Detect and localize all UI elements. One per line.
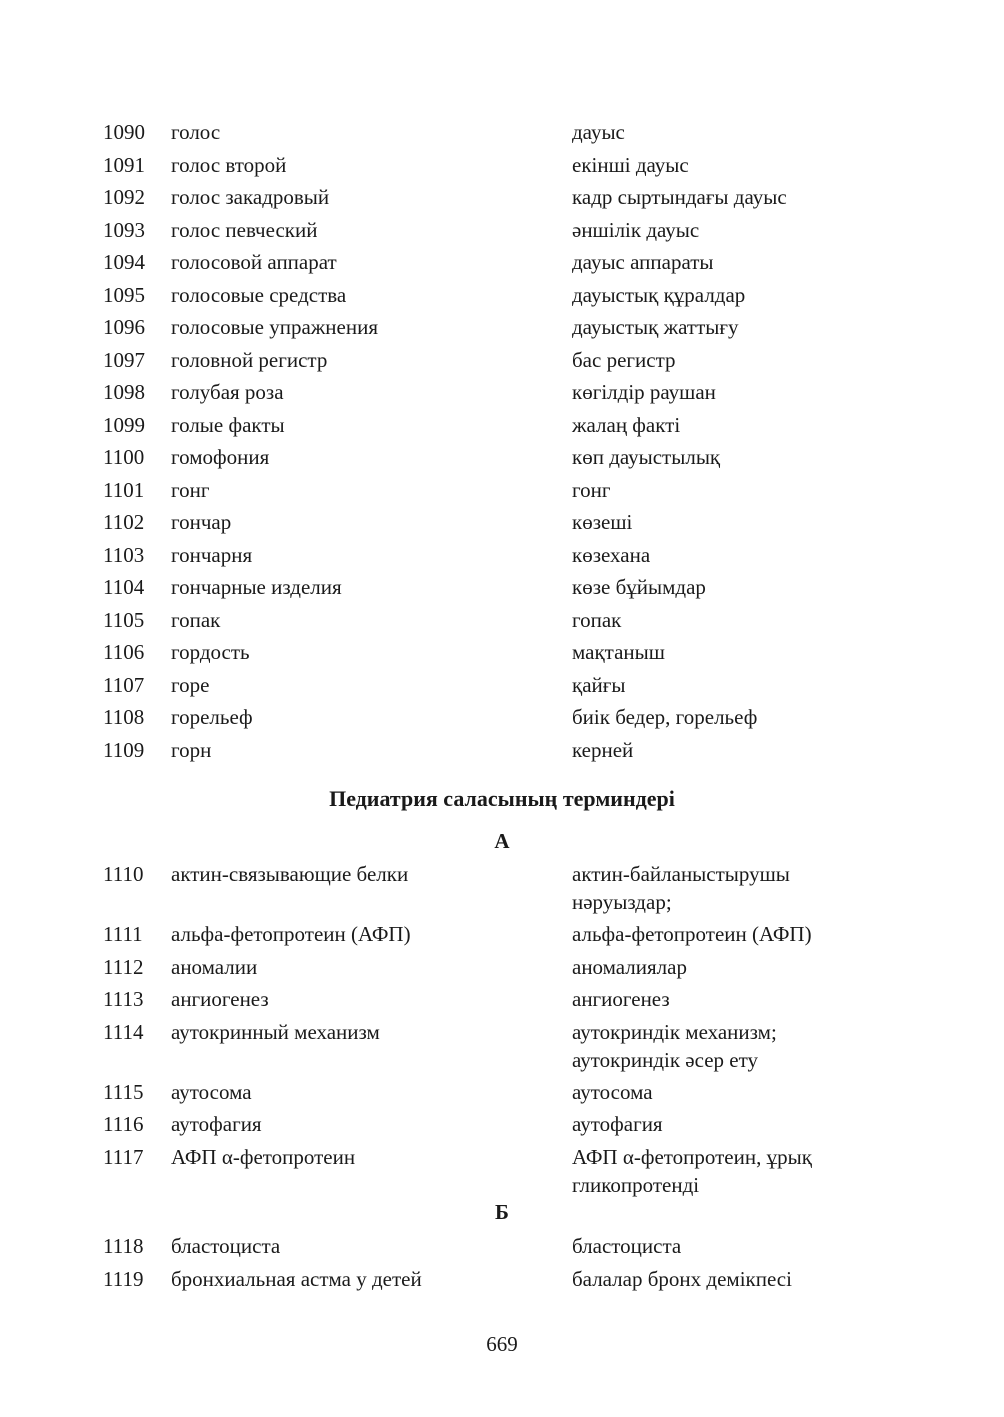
russian-term: гомофония	[171, 445, 270, 469]
kazakh-term: аутосома	[572, 1079, 653, 1104]
kazakh-term: көзеші	[572, 510, 633, 534]
entry-number: 1091	[103, 152, 145, 177]
entry-number: 1092	[103, 185, 145, 209]
kazakh-term: аномалиялар	[572, 954, 687, 979]
russian-term: голос	[171, 120, 221, 144]
kazakh-term: қайғы	[572, 672, 626, 697]
glossary-list-a	[0, 860, 1004, 1203]
russian-term: бронхиальная астма у детей	[171, 1266, 422, 1291]
kazakh-term: актин-байланыстырушы нәруыздар;	[572, 862, 790, 914]
letter-heading-a: А	[494, 829, 510, 853]
glossary-entry	[0, 1078, 1004, 1111]
glossary-list-top	[0, 118, 1004, 768]
kazakh-term: бластоциста	[572, 1234, 682, 1258]
glossary-entry	[0, 703, 1004, 736]
kazakh-term: бас регистр	[572, 347, 676, 372]
kazakh-term: көзе бұйымдар	[572, 575, 706, 599]
entry-number: 1112	[103, 954, 144, 979]
glossary-entry	[0, 313, 1004, 346]
glossary-entry	[0, 671, 1004, 704]
kazakh-term: аутокриндік механизм; аутокриндік әсер ету	[572, 1019, 777, 1072]
entry-number: 1107	[103, 672, 145, 697]
russian-term: гордость	[171, 640, 250, 664]
glossary-entry	[0, 1143, 1004, 1203]
kazakh-term: көгілдір раушан	[572, 380, 716, 404]
russian-term: горе	[171, 672, 210, 697]
glossary-entry	[0, 216, 1004, 249]
russian-term: актин-связывающие белки	[171, 862, 409, 886]
entry-number: 1116	[103, 1112, 144, 1136]
russian-term: гопак	[171, 607, 221, 632]
russian-term: АФП α-фетопротеин	[171, 1144, 356, 1169]
russian-term: горн	[171, 737, 212, 762]
glossary-list-b	[0, 1232, 1004, 1297]
kazakh-term: мақтаныш	[572, 640, 665, 664]
entry-number: 1119	[103, 1266, 144, 1291]
glossary-entry	[0, 1110, 1004, 1143]
kazakh-term: балалар бронх демікпесі	[572, 1266, 792, 1291]
glossary-entry	[0, 508, 1004, 541]
entry-number: 1106	[103, 640, 145, 664]
entry-number: 1110	[103, 862, 144, 886]
section-title: Педиатрия саласының терминдері	[329, 786, 675, 811]
entry-number: 1118	[103, 1234, 144, 1258]
glossary-entry	[0, 151, 1004, 184]
russian-term: аутосома	[171, 1079, 252, 1104]
kazakh-term: гонг	[572, 477, 611, 502]
russian-term: гончарня	[171, 542, 253, 567]
russian-term: ангиогенез	[171, 987, 269, 1011]
kazakh-term: аутофагия	[572, 1112, 663, 1136]
kazakh-term: көп дауыстылық	[572, 445, 721, 469]
glossary-entry	[0, 443, 1004, 476]
kazakh-term: биік бедер, горельеф	[572, 705, 758, 729]
kazakh-term: дауыстық құралдар	[572, 282, 746, 307]
russian-term: голосовые упражнения	[171, 315, 378, 339]
kazakh-term: керней	[572, 737, 634, 762]
entry-number: 1103	[103, 542, 145, 567]
glossary-entry	[0, 573, 1004, 606]
entry-number: 1108	[103, 705, 145, 729]
entry-number: 1098	[103, 380, 145, 404]
entry-number: 1101	[103, 477, 145, 502]
russian-term: голые факты	[171, 412, 285, 437]
entry-number: 1109	[103, 737, 145, 762]
russian-term: горельеф	[171, 705, 253, 729]
kazakh-term: әншілік дауыс	[572, 217, 700, 242]
entry-number: 1095	[103, 282, 145, 307]
entry-number: 1105	[103, 607, 145, 632]
glossary-entry	[0, 411, 1004, 444]
kazakh-term: дауыстық жаттығу	[572, 315, 739, 339]
entry-number: 1111	[103, 922, 143, 946]
entry-number: 1117	[103, 1144, 144, 1169]
entry-number: 1104	[103, 575, 145, 599]
entry-number: 1099	[103, 412, 145, 437]
russian-term: голосовой аппарат	[171, 250, 337, 274]
glossary-entry	[0, 638, 1004, 671]
glossary-entry	[0, 920, 1004, 953]
glossary-entry	[0, 248, 1004, 281]
glossary-entry	[0, 118, 1004, 151]
russian-term: головной регистр	[171, 347, 328, 372]
glossary-entry	[0, 985, 1004, 1018]
kazakh-term: жалаң факті	[572, 412, 681, 437]
entry-number: 1093	[103, 217, 145, 242]
glossary-entry	[0, 183, 1004, 216]
kazakh-term: кадр сыртындағы дауыс	[572, 185, 787, 209]
glossary-entry	[0, 953, 1004, 986]
kazakh-term: альфа-фетопротеин (АФП)	[572, 922, 812, 946]
entry-number: 1115	[103, 1079, 144, 1104]
glossary-entry	[0, 860, 1004, 920]
russian-term: голос второй	[171, 152, 287, 177]
glossary-entry	[0, 736, 1004, 769]
entry-number: 1096	[103, 315, 145, 339]
kazakh-term: екінші дауыс	[572, 152, 689, 177]
letter-heading-b: Б	[495, 1200, 509, 1224]
glossary-entry	[0, 281, 1004, 314]
glossary-entry	[0, 476, 1004, 509]
page-number: 669	[486, 1332, 518, 1356]
entry-number: 1102	[103, 510, 145, 534]
kazakh-term: дауыс аппараты	[572, 250, 714, 274]
kazakh-term: көзехана	[572, 542, 651, 567]
russian-term: голос певческий	[171, 217, 318, 242]
russian-term: гонг	[171, 477, 210, 502]
russian-term: аутофагия	[171, 1112, 262, 1136]
entry-number: 1097	[103, 347, 145, 372]
glossary-entry	[0, 541, 1004, 574]
russian-term: бластоциста	[171, 1234, 281, 1258]
russian-term: альфа-фетопротеин (АФП)	[171, 922, 411, 946]
entry-number: 1113	[103, 987, 144, 1011]
glossary-entry	[0, 1018, 1004, 1078]
kazakh-term: дауыс	[572, 120, 625, 144]
russian-term: гончарные изделия	[171, 575, 342, 599]
russian-term: аномалии	[171, 954, 258, 979]
kazakh-term: гопак	[572, 607, 622, 632]
kazakh-term: АФП α-фетопротеин, ұрық гликопротенді	[572, 1144, 812, 1197]
entry-number: 1114	[103, 1019, 144, 1044]
glossary-entry	[0, 346, 1004, 379]
entry-number: 1100	[103, 445, 145, 469]
russian-term: голос закадровый	[171, 185, 330, 209]
glossary-entry	[0, 606, 1004, 639]
russian-term: гончар	[171, 510, 232, 534]
entry-number: 1090	[103, 120, 145, 144]
entry-number: 1094	[103, 250, 145, 274]
russian-term: голубая роза	[171, 380, 284, 404]
kazakh-term: ангиогенез	[572, 987, 670, 1011]
russian-term: голосовые средства	[171, 282, 347, 307]
glossary-entry	[0, 1232, 1004, 1265]
glossary-entry	[0, 378, 1004, 411]
glossary-entry	[0, 1265, 1004, 1298]
russian-term: аутокринный механизм	[171, 1019, 380, 1044]
